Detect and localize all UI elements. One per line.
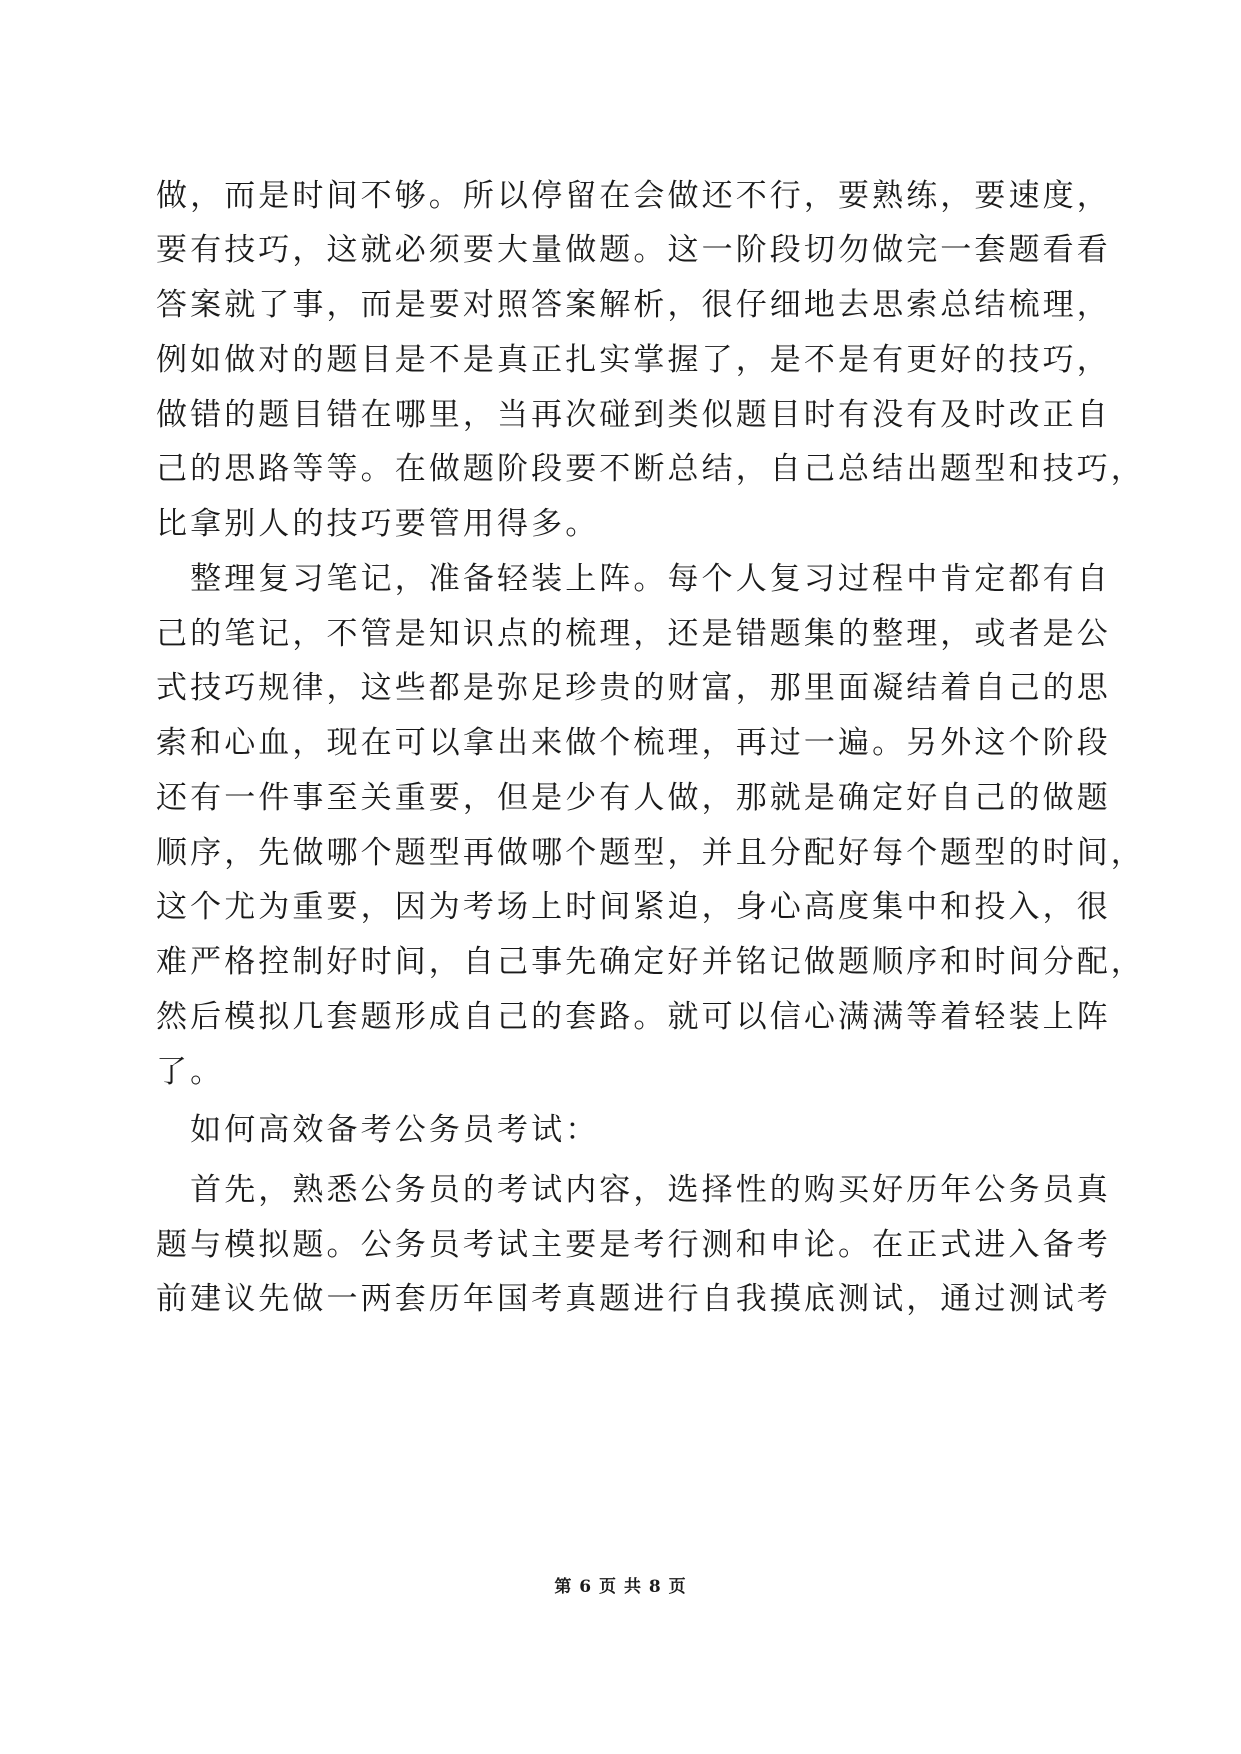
page-number-footer: 第 6 页 共 8 页 xyxy=(554,1577,687,1597)
text-line: 这个尤为重要，因为考场上时间紧迫，身心高度集中和投入，很 xyxy=(156,889,1111,925)
text-line: 题与模拟题。公务员考试主要是考行测和申论。在正式进入备考 xyxy=(156,1227,1111,1263)
text-line: 做错的题目错在哪里，当再次碰到类似题目时有没有及时改正自 xyxy=(156,397,1111,433)
text-line: 例如做对的题目是不是真正扎实掌握了，是不是有更好的技巧， xyxy=(156,342,1111,378)
text-line: 己的笔记，不管是知识点的梳理，还是错题集的整理，或者是公 xyxy=(156,616,1111,652)
paragraph-start: 首先，熟悉公务员的考试内容，选择性的购买好历年公务员真 xyxy=(156,1172,1111,1208)
text-line: 做，而是时间不够。所以停留在会做还不行，要熟练，要速度， xyxy=(156,178,1111,214)
text-line: 顺序，先做哪个题型再做哪个题型，并且分配好每个题型的时间， xyxy=(156,835,1145,871)
paragraph-start: 整理复习笔记，准备轻装上阵。每个人复习过程中肯定都有自 xyxy=(156,561,1111,597)
text-line: 比拿别人的技巧要管用得多。 xyxy=(156,506,600,542)
text-line: 前建议先做一两套历年国考真题进行自我摸底测试，通过测试考 xyxy=(156,1281,1111,1317)
text-line: 要有技巧，这就必须要大量做题。这一阶段切勿做完一套题看看 xyxy=(156,232,1111,268)
section-heading: 如何高效备考公务员考试： xyxy=(156,1112,600,1148)
text-line: 难严格控制好时间，自己事先确定好并铭记做题顺序和时间分配， xyxy=(156,944,1145,980)
text-line: 己的思路等等。在做题阶段要不断总结，自己总结出题型和技巧， xyxy=(156,451,1145,487)
text-line: 式技巧规律，这些都是弥足珍贵的财富，那里面凝结着自己的思 xyxy=(156,670,1111,706)
text-line: 了。 xyxy=(156,1054,225,1090)
text-line: 答案就了事，而是要对照答案解析，很仔细地去思索总结梳理， xyxy=(156,287,1111,323)
text-line: 然后模拟几套题形成自己的套路。就可以信心满满等着轻装上阵 xyxy=(156,999,1111,1035)
text-line: 索和心血，现在可以拿出来做个梳理，再过一遍。另外这个阶段 xyxy=(156,725,1111,761)
text-line: 还有一件事至关重要，但是少有人做，那就是确定好自己的做题 xyxy=(156,780,1111,816)
